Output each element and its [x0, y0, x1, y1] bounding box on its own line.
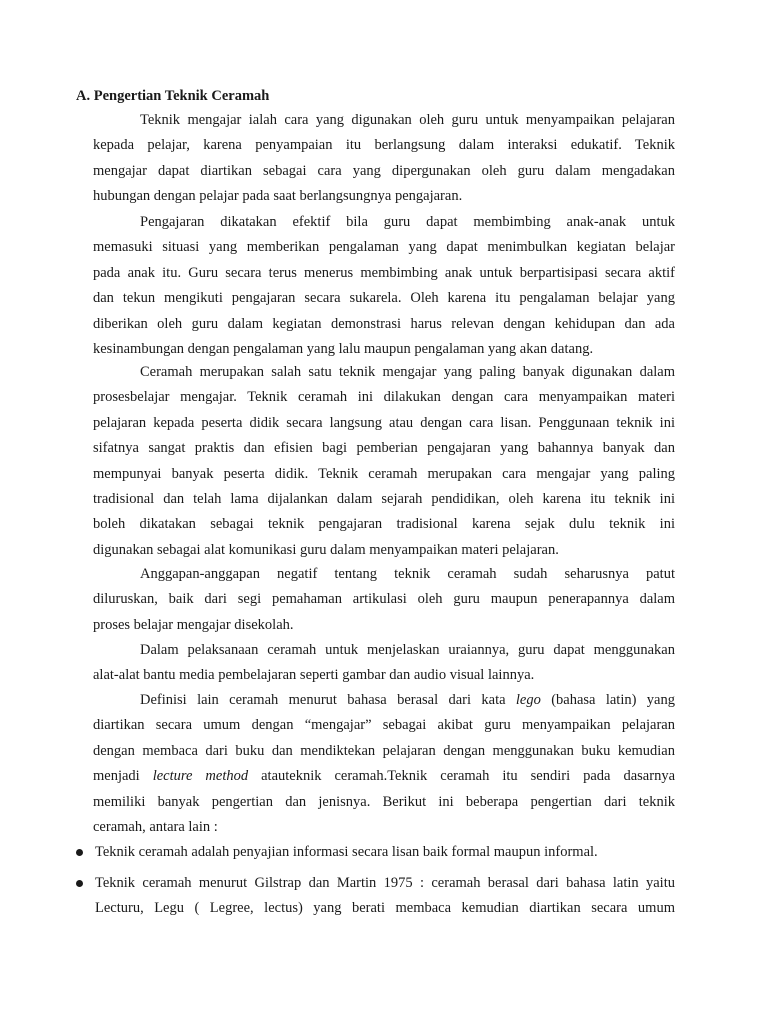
- bullet-line: Lecturu, Legu ( Legree, lectus) yang berati membaca kemudian diartikan secara umum: [95, 900, 675, 917]
- paragraph-2: [93, 210, 675, 362]
- paragraph-line: memasuki situasi yang memberikan pengalaman yang dapat menimbulkan kegiatan belajar: [93, 239, 675, 256]
- text-segment: menjadi: [93, 768, 153, 785]
- paragraph-line: ceramah, antara lain :: [93, 818, 218, 835]
- bullet-icon: [76, 880, 83, 887]
- paragraph-line: Anggapan-anggapan negatif tentang teknik ceramah sudah seharusnya patut: [140, 566, 675, 582]
- paragraph-line: Ceramah merupakan salah satu teknik mengajar yang paling banyak digunakan dalam: [140, 364, 675, 380]
- paragraph-line: digunakan sebagai alat komunikasi guru dalam menyampaikan materi pelajaran.: [93, 541, 559, 558]
- bullet-text: [95, 871, 675, 922]
- paragraph-line: Dalam pelaksanaan ceramah untuk menjelaskan uraiannya, guru dapat menggunakan: [140, 642, 675, 658]
- paragraph-line: [93, 764, 675, 789]
- paragraph-line: prosesbelajar mengajar. Teknik ceramah ini dilakukan dengan cara menyampaikan materi: [93, 389, 675, 406]
- paragraph-3: [93, 360, 675, 563]
- paragraph-line: Teknik mengajar ialah cara yang digunakan oleh guru untuk menyampaikan pelajaran: [140, 112, 675, 128]
- paragraph-line: mempunyai banyak peserta didik. Teknik ceramah merupakan cara mengajar yang paling: [93, 465, 675, 482]
- paragraph-line: diberikan oleh guru dalam kegiatan demonstrasi harus relevan dengan kehidupan dan ada: [93, 315, 675, 332]
- bullet-line: Teknik ceramah menurut Gilstrap dan Martin 1975 : ceramah berasal dari bahasa latin yaitu: [95, 875, 675, 891]
- text-segment: atauteknik ceramah.Teknik ceramah itu sendiri pada dasarnya: [248, 768, 675, 785]
- text-segment: (bahasa latin) yang: [540, 692, 675, 708]
- paragraph-line: mengajar dapat diartikan sebagai cara yang dipergunakan oleh guru dalam mengadakan: [93, 162, 675, 179]
- paragraph-line: tradisional dan telah lama dijalankan dalam sejarah pendidikan, oleh karena itu teknik ini: [93, 490, 675, 507]
- paragraph-line: sifatnya sangat praktis dan efisien bagi pemberian pengajaran yang bahannya banyak dan: [93, 440, 675, 457]
- bullet-line: Teknik ceramah adalah penyajian informasi secara lisan baik formal maupun informal.: [95, 844, 598, 860]
- paragraph-line: boleh dikatakan sebagai teknik pengajaran tradisional karena sejak dulu teknik ini: [93, 516, 675, 533]
- text-segment: Definisi lain ceramah menurut bahasa berasal dari kata: [140, 692, 516, 708]
- paragraph-line: kesinambungan dengan pengalaman yang lalu maupun pengalaman yang akan datang.: [93, 340, 594, 357]
- paragraph-1: [93, 108, 675, 210]
- italic-term: lecture method: [152, 768, 249, 785]
- paragraph-line: alat-alat bantu media pembelajaran seperti gambar dan audio visual lainnya.: [93, 667, 535, 684]
- italic-term: lego: [515, 692, 541, 708]
- paragraph-6: [93, 688, 675, 840]
- paragraph-line: [93, 688, 675, 713]
- paragraph-line: diluruskan, baik dari segi pemahaman artikulasi oleh guru maupun penerapannya dalam: [93, 591, 675, 608]
- paragraph-line: diartikan secara umum dengan “mengajar” sebagai akibat guru menyampaikan pelajaran: [93, 717, 675, 734]
- paragraph-line: dengan membaca dari buku dan mendiktekan pelajaran dengan menggunakan buku kemudian: [93, 742, 675, 759]
- paragraph-4: [93, 562, 675, 638]
- paragraph-line: proses belajar mengajar disekolah.: [93, 616, 294, 633]
- paragraph-line: kepada pelajar, karena penyampaian itu berlangsung dalam interaksi edukatif. Teknik: [93, 137, 675, 154]
- paragraph-line: dan tekun mengikuti pengajaran secara sukarela. Oleh karena itu pengalaman belajar yang: [93, 290, 675, 307]
- paragraph-line: pelajaran kepada peserta didik secara langsung atau dengan cara lisan. Penggunaan teknik ini: [93, 414, 675, 431]
- bullet-icon: [76, 849, 83, 856]
- paragraph-line: hubungan dengan pelajar pada saat berlangsungnya pengajaran.: [93, 188, 463, 205]
- paragraph-line: Pengajaran dikatakan efektif bila guru dapat membimbing anak-anak untuk: [140, 214, 675, 230]
- bullet-text: [95, 840, 675, 865]
- paragraph-line: memiliki banyak pengertian dan jenisnya. Berikut ini beberapa pengertian dari teknik: [93, 793, 675, 810]
- paragraph-line: pada anak itu. Guru secara terus menerus membimbing anak untuk berpartisipasi secara aktif: [93, 264, 675, 281]
- section-heading: A. Pengertian Teknik Ceramah: [76, 88, 270, 104]
- paragraph-5: [93, 638, 675, 689]
